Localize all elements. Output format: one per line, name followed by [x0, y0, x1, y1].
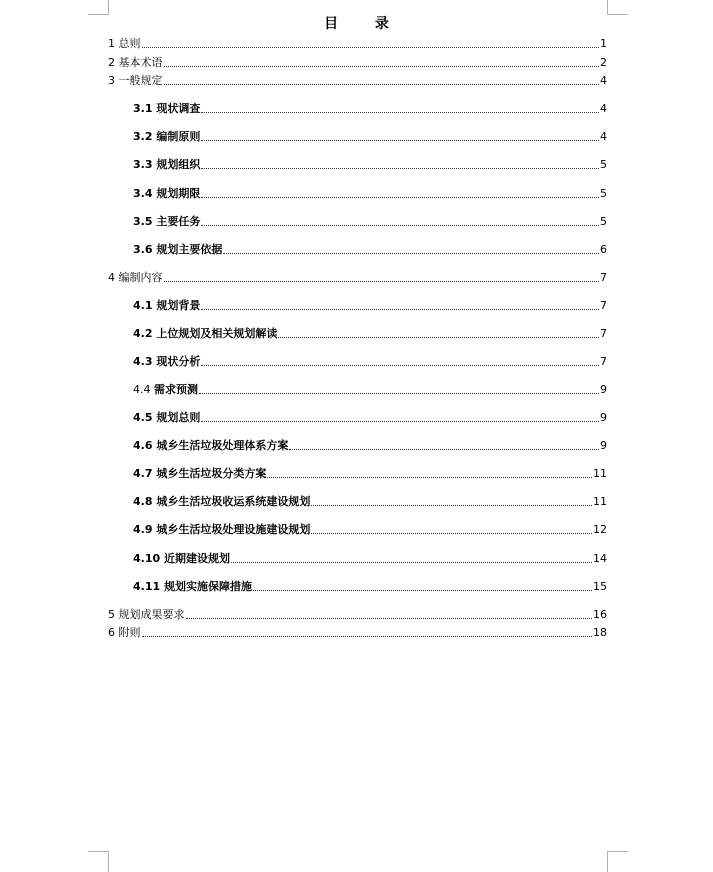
- toc-entry[interactable]: [133, 99, 607, 115]
- toc-leader-dots: [201, 308, 599, 310]
- toc-entry-text: 规划成果要求: [118, 608, 185, 621]
- toc-entry[interactable]: [133, 324, 607, 340]
- toc-entry-text: 编制内容: [118, 271, 163, 284]
- toc-entry[interactable]: [133, 436, 607, 452]
- toc-entry-text: 总则: [118, 37, 141, 50]
- toc-leader-dots: [201, 196, 599, 198]
- toc-entry-text: 主要任务: [156, 215, 201, 228]
- toc-entry-text: 现状分析: [156, 355, 201, 368]
- toc-leader-dots: [231, 561, 592, 563]
- toc-entry[interactable]: [133, 212, 607, 228]
- toc-entry-text: 基本术语: [118, 56, 163, 69]
- toc-leader-dots: [223, 252, 599, 254]
- toc-entry-page: 5: [600, 158, 607, 171]
- toc-entry[interactable]: [133, 240, 607, 256]
- toc-entry-text: 规划背景: [156, 299, 201, 312]
- toc-entry-number: 4.3: [133, 355, 157, 368]
- toc-entry-number: 3.6: [133, 243, 157, 256]
- toc-entry-number: 3.2: [133, 130, 157, 143]
- toc-leader-dots: [311, 504, 592, 506]
- toc-leader-dots: [201, 111, 599, 113]
- toc-entry[interactable]: [133, 408, 607, 424]
- toc-entry[interactable]: [133, 155, 607, 171]
- toc-entry[interactable]: [133, 520, 607, 536]
- toc-entry-number: 3.3: [133, 158, 157, 171]
- toc-leader-dots: [186, 617, 593, 619]
- toc-entry-page: 5: [600, 187, 607, 200]
- toc-entry[interactable]: [133, 464, 607, 480]
- toc-entry-number: 2: [108, 56, 119, 69]
- toc-entry-page: 12: [593, 523, 607, 536]
- toc-entry[interactable]: [133, 127, 607, 143]
- toc-entry[interactable]: [133, 492, 607, 508]
- toc-entry-text: 城乡生活垃圾收运系统建设规划: [156, 495, 311, 508]
- toc-entry-page: 15: [593, 580, 607, 593]
- toc-leader-dots: [199, 392, 599, 394]
- toc-entry[interactable]: [133, 380, 607, 396]
- toc-entry[interactable]: [133, 549, 607, 565]
- toc-entry-number: 4.8: [133, 495, 157, 508]
- toc-entry-page: 4: [600, 130, 607, 143]
- toc-leader-dots: [164, 280, 600, 282]
- toc-entry-page: 7: [600, 271, 607, 284]
- toc-entry-page: 11: [593, 495, 607, 508]
- toc-entry-page: 11: [593, 467, 607, 480]
- toc-leader-dots: [201, 167, 599, 169]
- toc-entry-text: 近期建设规划: [163, 552, 230, 565]
- toc-entry-page: 7: [600, 327, 607, 340]
- toc-entry-page: 9: [600, 439, 607, 452]
- toc-leader-dots: [201, 364, 599, 366]
- toc-entry-number: 4: [108, 271, 119, 284]
- toc-entry-number: 4.6: [133, 439, 157, 452]
- toc-leader-dots: [164, 65, 600, 67]
- toc-entry-text: 城乡生活垃圾处理体系方案: [156, 439, 289, 452]
- toc-entry-number: 6: [108, 626, 119, 639]
- toc-entry-page: 6: [600, 243, 607, 256]
- toc-entry-page: 16: [593, 608, 607, 621]
- toc-leader-dots: [267, 476, 592, 478]
- toc-entry-number: 3.4: [133, 187, 157, 200]
- toc-leader-dots: [311, 532, 592, 534]
- toc-entry[interactable]: [108, 71, 607, 87]
- toc-leader-dots: [289, 448, 599, 450]
- toc-entry-number: 3.5: [133, 215, 157, 228]
- toc-entry-page: 9: [600, 383, 607, 396]
- toc-leader-dots: [201, 224, 599, 226]
- toc-leader-dots: [253, 589, 592, 591]
- toc-entry[interactable]: [133, 184, 607, 200]
- toc-entry[interactable]: [108, 605, 607, 621]
- toc-entry[interactable]: [133, 577, 607, 593]
- toc-entry-text: 需求预测: [154, 383, 198, 396]
- toc-entry-text: 附则: [118, 626, 141, 639]
- toc-entry-number: 3.1: [133, 102, 157, 115]
- toc-entry-text: 现状调查: [156, 102, 201, 115]
- toc-entry[interactable]: [133, 296, 607, 312]
- toc-entry-page: 2: [600, 56, 607, 69]
- toc-entry-page: 9: [600, 411, 607, 424]
- toc-entry-number: 4.2: [133, 327, 157, 340]
- toc-entry-page: 18: [593, 626, 607, 639]
- toc-leader-dots: [201, 139, 599, 141]
- toc-entry-page: 14: [593, 552, 607, 565]
- toc-entry[interactable]: [108, 268, 607, 284]
- toc-entry-number: 4.4: [133, 383, 154, 396]
- toc-entry-text: 城乡生活垃圾处理设施建设规划: [156, 523, 311, 536]
- toc-entry-text: 编制原则: [156, 130, 201, 143]
- toc-entry-text: 规划主要依据: [156, 243, 223, 256]
- toc-leader-dots: [142, 46, 600, 48]
- toc-leader-dots: [278, 336, 599, 338]
- toc-entry-number: 1: [108, 37, 119, 50]
- toc-entry-page: 4: [600, 74, 607, 87]
- toc-entry[interactable]: [108, 34, 607, 50]
- toc-entry[interactable]: [133, 352, 607, 368]
- toc-entry-page: 1: [600, 37, 607, 50]
- toc-entry[interactable]: [108, 623, 607, 639]
- toc-leader-dots: [142, 635, 593, 637]
- toc-entry-text: 城乡生活垃圾分类方案: [156, 467, 267, 480]
- toc-entry-text: 规划组织: [156, 158, 201, 171]
- toc-entry-number: 5: [108, 608, 119, 621]
- page-corner-mark-bottom-right: [607, 851, 628, 872]
- toc-entry-number: 4.11: [133, 580, 164, 593]
- toc-entry-page: 7: [600, 355, 607, 368]
- toc-entry-text: 规划总则: [156, 411, 201, 424]
- toc-leader-dots: [201, 420, 599, 422]
- toc-entry-number: 4.5: [133, 411, 157, 424]
- toc-entry-text: 一般规定: [118, 74, 163, 87]
- page-corner-mark-bottom-left: [88, 851, 109, 872]
- toc-entry-number: 4.7: [133, 467, 157, 480]
- toc-entry-text: 上位规划及相关规划解读: [156, 327, 278, 340]
- toc-leader-dots: [164, 83, 600, 85]
- toc-entry-page: 4: [600, 102, 607, 115]
- toc-entry[interactable]: [108, 53, 607, 69]
- toc-entry-number: 3: [108, 74, 119, 87]
- toc-entry-page: 5: [600, 215, 607, 228]
- toc-entry-number: 4.1: [133, 299, 157, 312]
- toc-entry-text: 规划期限: [156, 187, 201, 200]
- toc-entry-page: 7: [600, 299, 607, 312]
- toc-title: 目 录: [324, 16, 405, 32]
- toc-entry-text: 规划实施保障措施: [163, 580, 252, 593]
- toc-entry-number: 4.9: [133, 523, 157, 536]
- toc-entry-number: 4.10: [133, 552, 164, 565]
